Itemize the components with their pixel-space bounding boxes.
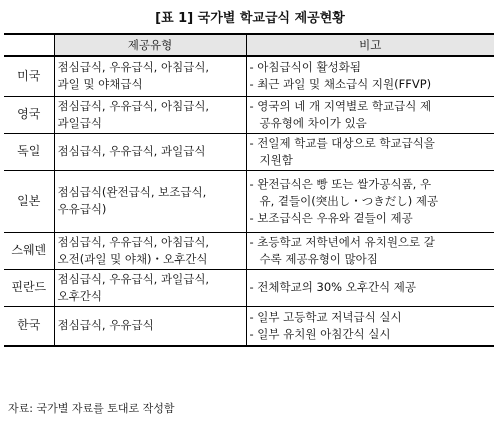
table-title: [표 1] 국가별 학교급식 제공현황 <box>155 11 345 26</box>
remarks-cell <box>246 269 494 306</box>
provision-type-line: 점심급식, 우유급식, 과일급식 <box>57 144 206 158</box>
remark-line: 수록 제공유형이 많아짐 <box>259 251 378 266</box>
table-row <box>4 56 494 96</box>
remarks-cell <box>246 232 494 269</box>
remark-line: 공유형에 차이가 있음 <box>259 115 367 130</box>
remark-line: - 영국의 네 개 지역별로 학교급식 제 <box>249 98 432 113</box>
header-country <box>4 34 54 56</box>
table-row <box>4 306 494 346</box>
provision-type-line: 점심급식, 우유급식, 아침급식, <box>57 60 210 75</box>
country-cell: 미국 <box>4 56 54 96</box>
provision-type-cell <box>54 306 246 346</box>
table-row <box>4 170 494 232</box>
remarks-cell <box>246 170 494 232</box>
table-row <box>4 133 494 170</box>
country-cell: 핀란드 <box>4 269 54 306</box>
remarks-cell <box>246 96 494 133</box>
remark-line: - 전일제 학교를 대상으로 학교급식을 <box>249 135 435 150</box>
remark-line: 지원함 <box>259 152 293 167</box>
table-row <box>4 232 494 269</box>
table-header-row <box>4 34 494 56</box>
header-provision-type: 제공유형 <box>54 34 246 56</box>
table-row <box>4 96 494 133</box>
remarks-cell <box>246 306 494 346</box>
provision-type-line: 점심급식, 우유급식, 과일급식, <box>57 271 210 286</box>
provision-type-line: 점심급식, 우유급식, 아침급식, <box>57 98 210 113</box>
source-note: 자료: 국가별 자료를 토대로 작성함 <box>8 402 175 415</box>
country-cell: 스웨덴 <box>4 232 54 269</box>
country-cell: 영국 <box>4 96 54 133</box>
remark-line: - 전체학교의 30% 오후간식 제공 <box>249 280 417 294</box>
provision-type-cell <box>54 96 246 133</box>
provision-type-line: 점심급식, 우유급식 <box>57 318 154 333</box>
provision-type-cell <box>54 269 246 306</box>
country-cell: 일본 <box>4 170 54 232</box>
table-row <box>4 269 494 306</box>
remark-line: - 초등학교 저학년에서 유치원으로 갈 <box>249 234 435 249</box>
remarks-cell <box>246 133 494 170</box>
provision-type-line: 오전(과일 및 야채)・오후간식 <box>57 251 208 266</box>
remarks-cell <box>246 56 494 96</box>
provision-type-line: 오후간식 <box>57 288 102 303</box>
header-remarks: 비고 <box>246 34 494 56</box>
country-cell: 독일 <box>4 133 54 170</box>
provision-type-cell <box>54 232 246 269</box>
remark-line: - 일부 고등학교 저녁급식 실시 <box>249 309 402 324</box>
remark-line: - 아침급식이 활성화됨 <box>249 60 361 75</box>
remark-line: - 완전급식은 빵 또는 쌀가공식품, 우 <box>249 176 432 191</box>
provision-type-line: 점심급식(완전급식, 보조급식, <box>57 185 207 199</box>
remark-line: - 보조급식은 우유와 곁들이 제공 <box>249 210 413 225</box>
provision-type-line: 점심급식, 우유급식, 아침급식, <box>57 234 210 249</box>
provision-type-cell <box>54 170 246 232</box>
table-body <box>4 56 494 346</box>
provision-type-line: 과일급식 <box>57 115 102 130</box>
provision-type-cell <box>54 56 246 96</box>
remark-line: - 일부 유치원 아침간식 실시 <box>249 326 391 341</box>
provision-type-cell <box>54 133 246 170</box>
remark-line: 유, 곁들이(突出し・つきだし) 제공 <box>259 193 439 208</box>
school-meal-table <box>4 33 494 347</box>
remark-line: - 최근 과일 및 채소급식 지원(FFVP) <box>249 77 432 92</box>
provision-type-line: 과일 및 야채급식 <box>57 77 143 92</box>
country-cell: 한국 <box>4 306 54 346</box>
provision-type-line: 우유급식) <box>57 202 107 216</box>
